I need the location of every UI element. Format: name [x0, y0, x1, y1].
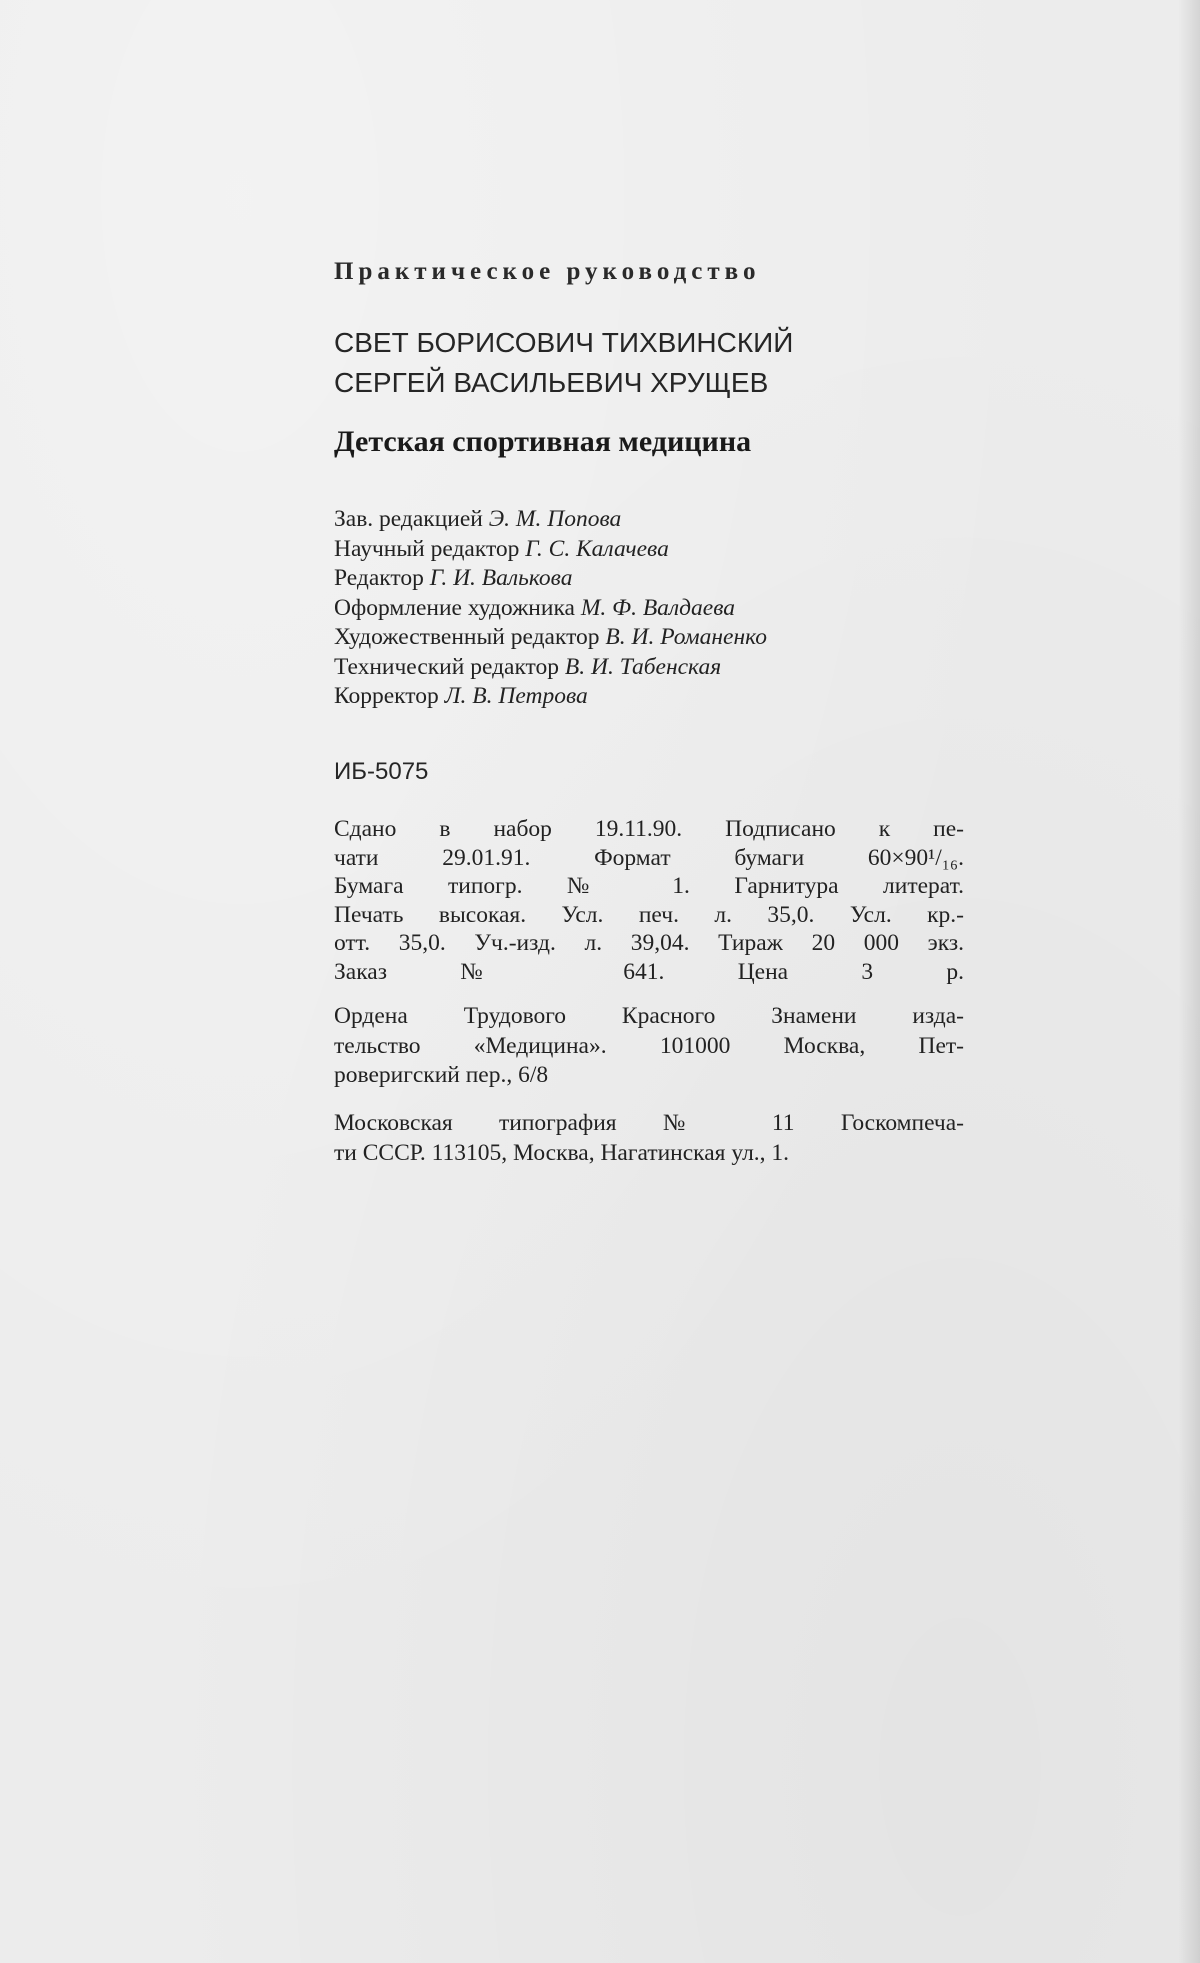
credit-role: Зав. редакцией [334, 506, 483, 532]
credit-role: Корректор [334, 683, 439, 709]
author-list [334, 323, 974, 403]
author-name: СЕРГЕЙ ВАСИЛЬЕВИЧ ХРУЩЕВ [334, 367, 769, 398]
imprint-line: Бумага типогр. № 1. Гарнитура литерат. [334, 873, 964, 900]
credit-name: М. Ф. Валдаева [580, 594, 736, 621]
series-label: Практическое руководство [334, 258, 761, 285]
credit-role: Редактор [334, 565, 424, 591]
credit-name: Г. С. Калачева [525, 535, 669, 562]
credit-role: Научный редактор [334, 535, 520, 562]
credit-line [334, 594, 974, 624]
credit-name: Л. В. Петрова [444, 683, 588, 709]
credit-name: Э. М. Попова [488, 506, 622, 532]
imprint-line: чати 29.01.91. Формат бумаги 60×90¹/₁₆. [334, 844, 964, 871]
ib-number: ИБ-5075 [334, 758, 429, 785]
printer-address: ти СССР. 113105, Москва, Нагатинская ул., 1. [334, 1139, 790, 1166]
credit-role: Технический редактор [334, 653, 560, 680]
printer-info [334, 1109, 964, 1168]
credit-name: В. И. Табенская [564, 653, 722, 680]
credit-role: Оформление художника [334, 594, 575, 621]
printer-line: Московская типография № 11 Госкомпеча- [334, 1110, 964, 1136]
credit-line [334, 564, 974, 594]
credit-line [334, 653, 974, 683]
credit-line [334, 505, 974, 535]
imprint-line: отт. 35,0. Уч.-изд. л. 39,04. Тираж 20 000 экз. [334, 930, 964, 957]
author-name: СВЕТ БОРИСОВИЧ ТИХВИНСКИЙ [334, 327, 794, 358]
book-title: Детская спортивная медицина [334, 425, 752, 458]
publisher-line: тельство «Медицина». 101000 Москва, Пет- [334, 1032, 964, 1059]
credit-line [334, 682, 974, 712]
page-edge-shadow [1178, 0, 1200, 1963]
credit-role: Художественный редактор [334, 624, 600, 650]
credit-name: В. И. Романенко [605, 624, 767, 650]
publisher-address: роверигский пер., 6/8 [334, 1062, 549, 1088]
imprint-details [334, 815, 964, 987]
publisher-info [334, 1002, 964, 1091]
imprint-order-price: Заказ № 641. Цена 3 р. [334, 958, 964, 985]
credits-list [334, 505, 974, 712]
credit-line [334, 535, 974, 565]
imprint-line: Печать высокая. Усл. печ. л. 35,0. Усл. кр.- [334, 901, 964, 928]
publisher-line: Ордена Трудового Красного Знамени изда- [334, 1003, 964, 1029]
imprint-line: Сдано в набор 19.11.90. Подписано к пе- [334, 816, 964, 842]
credit-name: Г. И. Валькова [429, 565, 573, 591]
credit-line [334, 623, 974, 653]
